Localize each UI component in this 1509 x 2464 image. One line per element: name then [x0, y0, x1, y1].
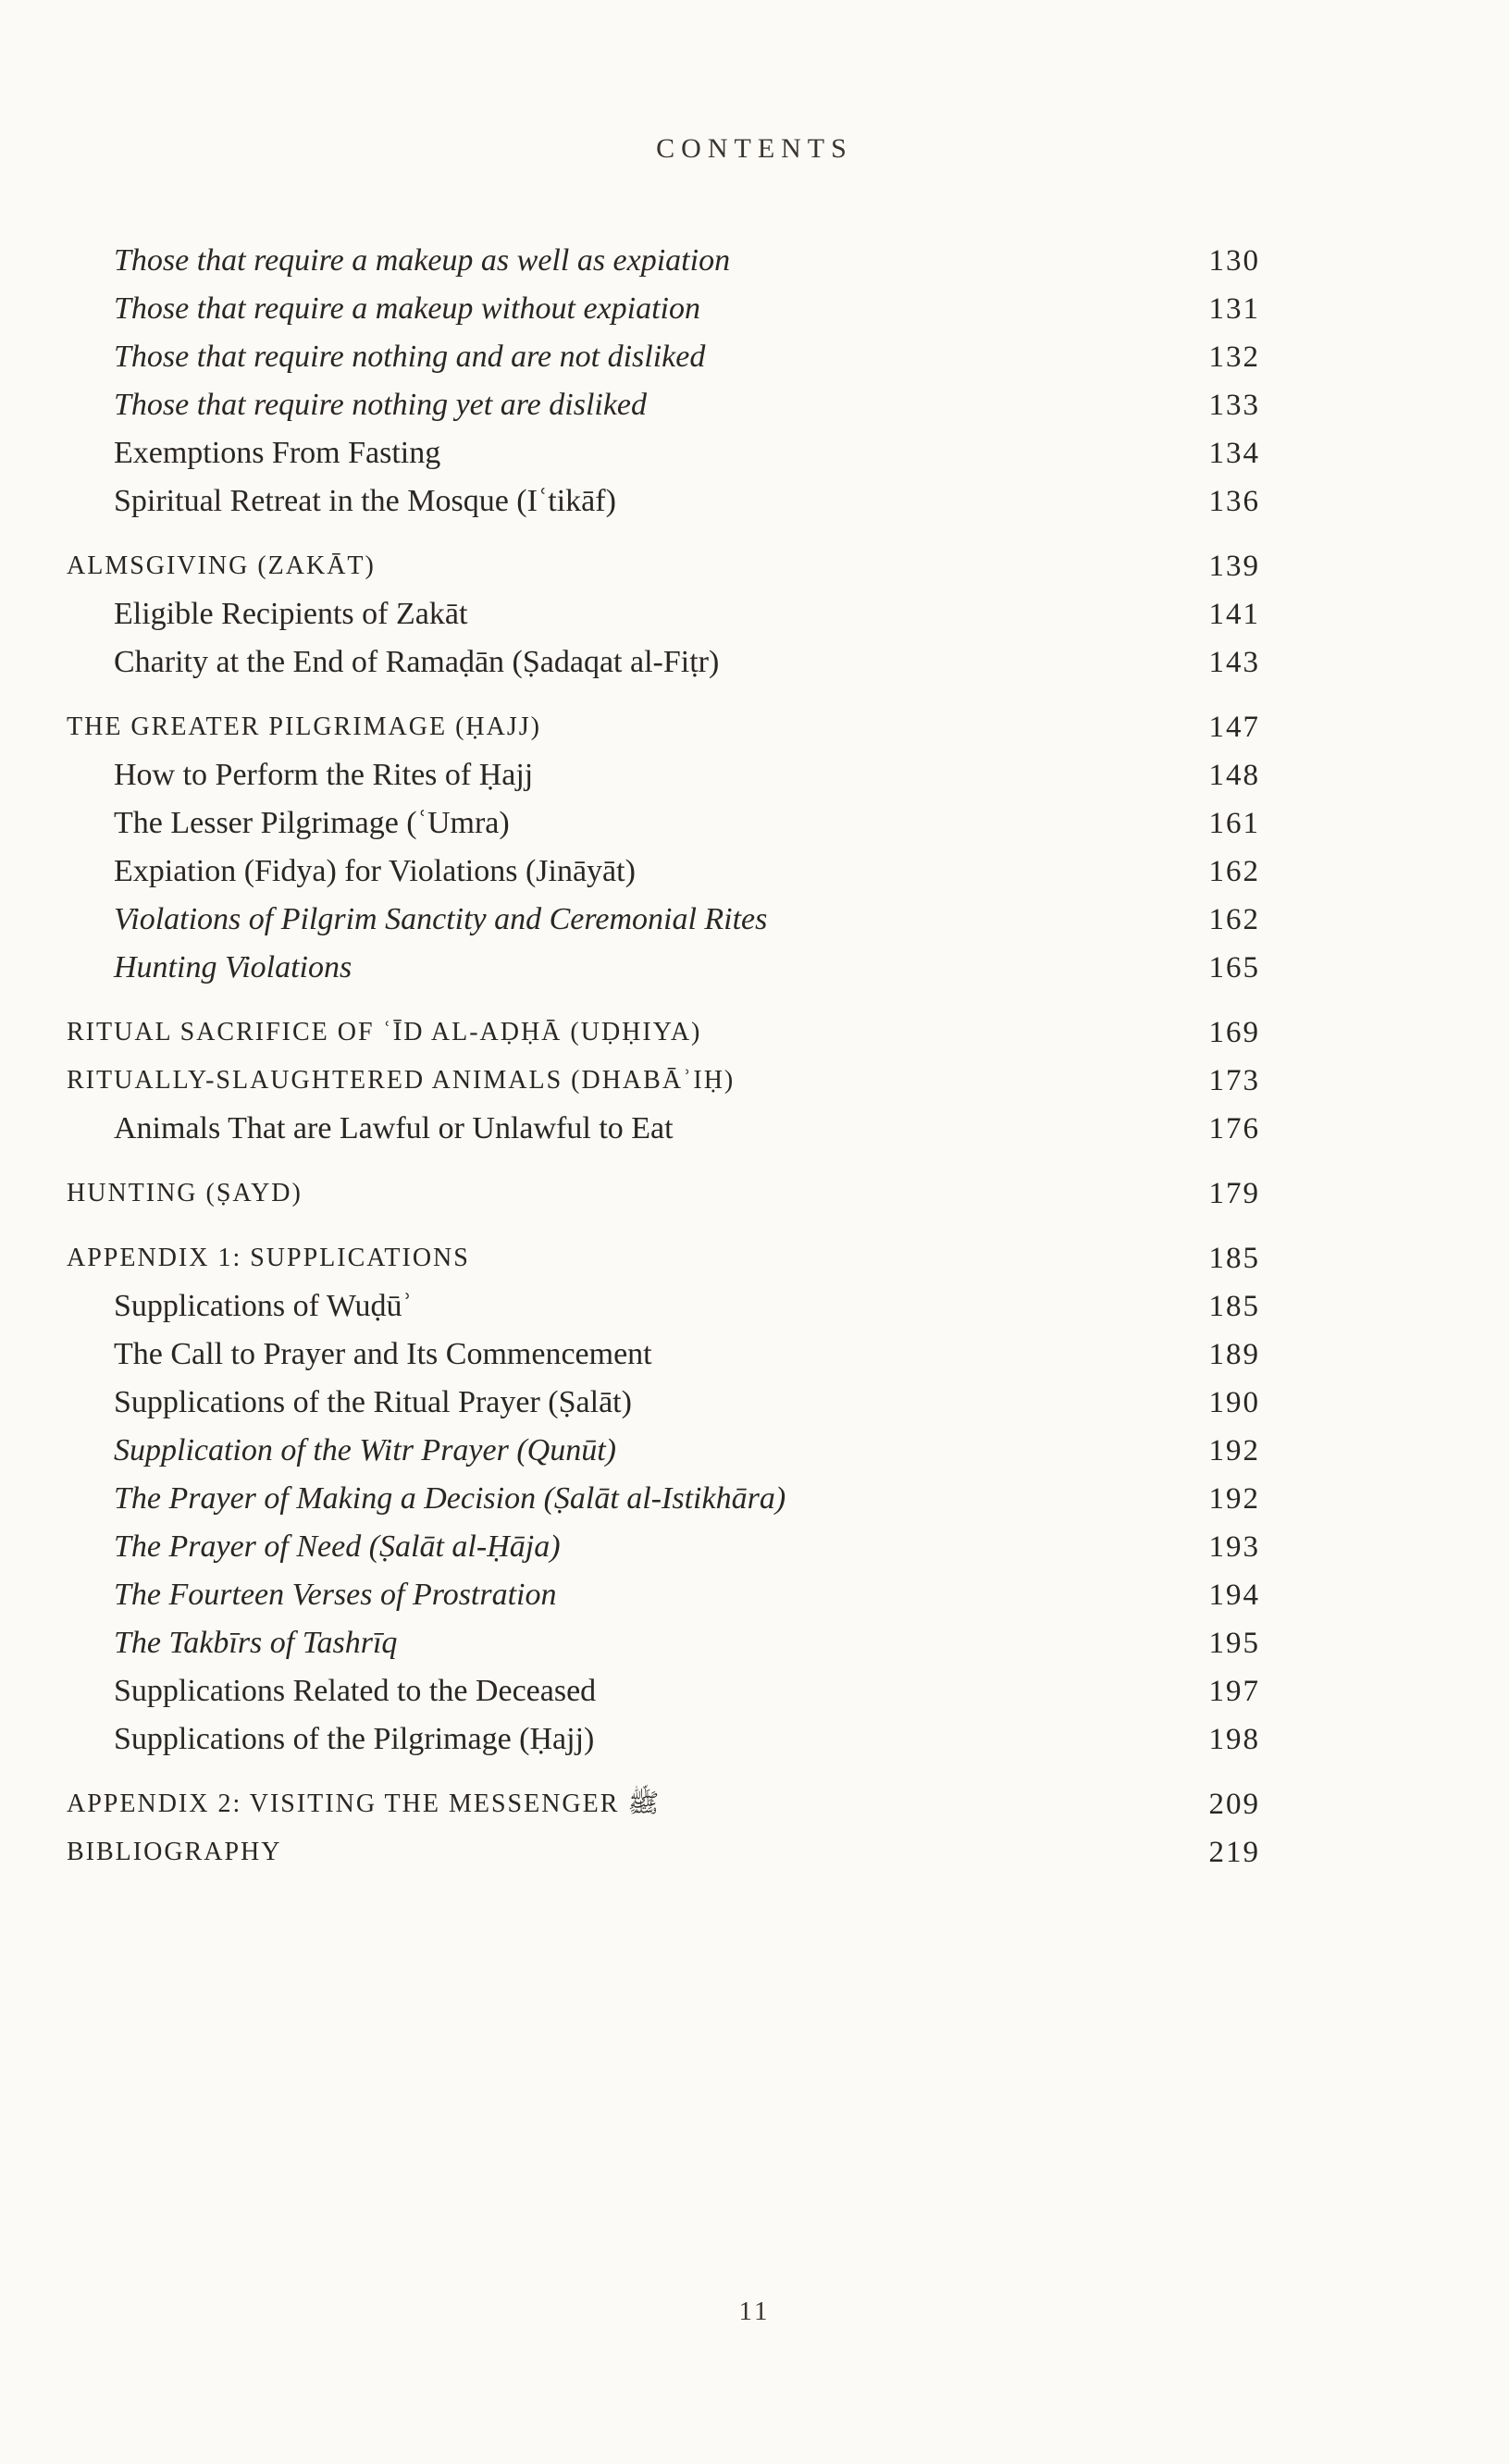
toc-entry-page: 195 [1208, 1627, 1260, 1660]
toc-entry[interactable] [0, 1427, 1509, 1475]
toc-entry-page: 198 [1208, 1723, 1260, 1756]
toc-entry-page: 161 [1208, 807, 1260, 840]
toc-section-heading[interactable] [0, 542, 1509, 590]
toc-entry-title: Those that require nothing yet are disliked [114, 388, 648, 422]
toc-entry-title: Supplications of Wuḍūʾ [114, 1289, 413, 1323]
toc-entry[interactable] [0, 381, 1509, 429]
toc-entry[interactable] [0, 1282, 1509, 1331]
toc-entry-page: 192 [1208, 1434, 1260, 1467]
toc-entry-title: Expiation (Fidya) for Violations (Jināyāt) [114, 854, 636, 888]
toc-entry-page: 219 [1208, 1836, 1260, 1869]
toc-entry[interactable] [0, 590, 1509, 638]
toc-entry-title: Those that require a makeup without expiation [114, 291, 700, 326]
toc-entry-page: 185 [1208, 1290, 1260, 1323]
toc-entry-page: 185 [1208, 1242, 1260, 1275]
toc-entry[interactable] [0, 1105, 1509, 1153]
toc-entry[interactable] [0, 333, 1509, 381]
toc-section-title: APPENDIX 1: SUPPLICATIONS [67, 1244, 470, 1272]
toc-entry[interactable] [0, 1571, 1509, 1619]
toc-entry[interactable] [0, 477, 1509, 526]
toc-entry[interactable] [0, 638, 1509, 687]
toc-entry-page: 162 [1208, 903, 1260, 936]
toc-entry-page: 139 [1208, 550, 1260, 583]
toc-section-title: HUNTING (ṢAYD) [67, 1179, 303, 1207]
toc-entry-title: Charity at the End of Ramaḍān (Ṣadaqat al-Fiṭr) [114, 645, 720, 679]
toc-entry-title: Exemptions From Fasting [114, 436, 441, 470]
toc-entry[interactable] [0, 751, 1509, 799]
toc-entry[interactable] [0, 285, 1509, 333]
toc-entry[interactable] [0, 799, 1509, 848]
toc-section-heading[interactable] [0, 1234, 1509, 1282]
toc-section-title: ALMSGIVING (ZAKĀT) [67, 551, 376, 580]
toc-entry-page: 165 [1208, 951, 1260, 984]
toc-entry[interactable] [0, 1379, 1509, 1427]
toc-entry[interactable] [0, 1475, 1509, 1523]
toc-section-title: APPENDIX 2: VISITING THE MESSENGER ﷺ [67, 1789, 660, 1818]
toc-entry-title: How to Perform the Rites of Ḥajj [114, 758, 534, 792]
toc-entry-page: 209 [1208, 1788, 1260, 1821]
toc-entry-page: 136 [1208, 485, 1260, 518]
toc-entry-title: Those that require a makeup as well as expiation [114, 243, 731, 278]
toc-entry[interactable] [0, 848, 1509, 896]
running-head: CONTENTS [656, 133, 853, 164]
toc-entry[interactable] [0, 429, 1509, 477]
toc-entry-page: 143 [1208, 646, 1260, 679]
toc-entry-page: 189 [1208, 1338, 1260, 1371]
toc-entry-page: 132 [1208, 341, 1260, 374]
toc-entry[interactable] [0, 1331, 1509, 1379]
toc-entry-title: Supplications of the Ritual Prayer (Ṣalāt) [114, 1385, 632, 1419]
toc-entry-page: 134 [1208, 437, 1260, 470]
toc-entry-page: 133 [1208, 389, 1260, 422]
toc-entry[interactable] [0, 1667, 1509, 1715]
toc-section-heading[interactable] [0, 1057, 1509, 1105]
toc-entry-title: Animals That are Lawful or Unlawful to Eat [114, 1111, 674, 1145]
toc-entry-page: 147 [1208, 711, 1260, 744]
toc-entry[interactable] [0, 1619, 1509, 1667]
toc-entry-title: The Fourteen Verses of Prostration [114, 1578, 557, 1612]
toc-entry-title: Spiritual Retreat in the Mosque (Iʿtikāf) [114, 484, 616, 518]
toc-entry-page: 169 [1208, 1016, 1260, 1049]
toc-entry-page: 192 [1208, 1482, 1260, 1516]
toc-section-heading[interactable] [0, 1009, 1509, 1057]
toc-entry-title: Hunting Violations [114, 950, 353, 984]
toc-entry-title: Those that require nothing and are not disliked [114, 340, 706, 374]
toc-entry-page: 148 [1208, 759, 1260, 792]
toc-entry-title: The Call to Prayer and Its Commencement [114, 1337, 652, 1371]
toc-entry-title: Supplications of the Pilgrimage (Ḥajj) [114, 1722, 595, 1756]
toc-entry-page: 130 [1208, 244, 1260, 278]
toc-entry-page: 194 [1208, 1579, 1260, 1612]
toc-section-title: RITUALLY-SLAUGHTERED ANIMALS (DHABĀʾIḤ) [67, 1066, 736, 1095]
toc-section-heading[interactable] [0, 1828, 1509, 1876]
toc-entry-title: The Lesser Pilgrimage (ʿUmra) [114, 806, 510, 840]
toc-entry-title: Supplications Related to the Deceased [114, 1674, 597, 1708]
toc-entry[interactable] [0, 944, 1509, 992]
toc-entry[interactable] [0, 1523, 1509, 1571]
toc-entry-page: 190 [1208, 1386, 1260, 1419]
toc-entry-page: 162 [1208, 855, 1260, 888]
toc-section-title: RITUAL SACRIFICE OF ʿĪD AL-AḌḤĀ (UḌḤIYA) [67, 1018, 702, 1046]
toc-section-heading[interactable] [0, 1170, 1509, 1218]
toc-section-heading[interactable] [0, 703, 1509, 751]
toc-section-title: BIBLIOGRAPHY [67, 1838, 282, 1866]
toc-entry-page: 179 [1208, 1177, 1260, 1210]
toc-section-title: THE GREATER PILGRIMAGE (ḤAJJ) [67, 712, 541, 741]
toc-entry[interactable] [0, 237, 1509, 285]
toc-entry[interactable] [0, 896, 1509, 944]
toc-entry-page: 141 [1208, 598, 1260, 631]
toc-entry-page: 197 [1208, 1675, 1260, 1708]
toc-entry-page: 131 [1208, 292, 1260, 326]
toc-entry-page: 173 [1208, 1064, 1260, 1097]
toc-entry-title: The Prayer of Making a Decision (Ṣalāt al-Istikhāra) [114, 1481, 786, 1516]
toc-section-heading[interactable] [0, 1780, 1509, 1828]
toc-entry-title: Eligible Recipients of Zakāt [114, 597, 468, 631]
toc-entry-title: The Takbīrs of Tashrīq [114, 1626, 398, 1660]
toc-entry-page: 176 [1208, 1112, 1260, 1145]
page-number: 11 [738, 2297, 771, 2326]
toc-entry-page: 193 [1208, 1530, 1260, 1564]
toc-entry-title: The Prayer of Need (Ṣalāt al-Ḥāja) [114, 1529, 561, 1564]
toc-entry-title: Supplication of the Witr Prayer (Qunūt) [114, 1433, 616, 1467]
toc-entry[interactable] [0, 1715, 1509, 1764]
toc-entry-title: Violations of Pilgrim Sanctity and Ceremonial Rites [114, 902, 768, 936]
